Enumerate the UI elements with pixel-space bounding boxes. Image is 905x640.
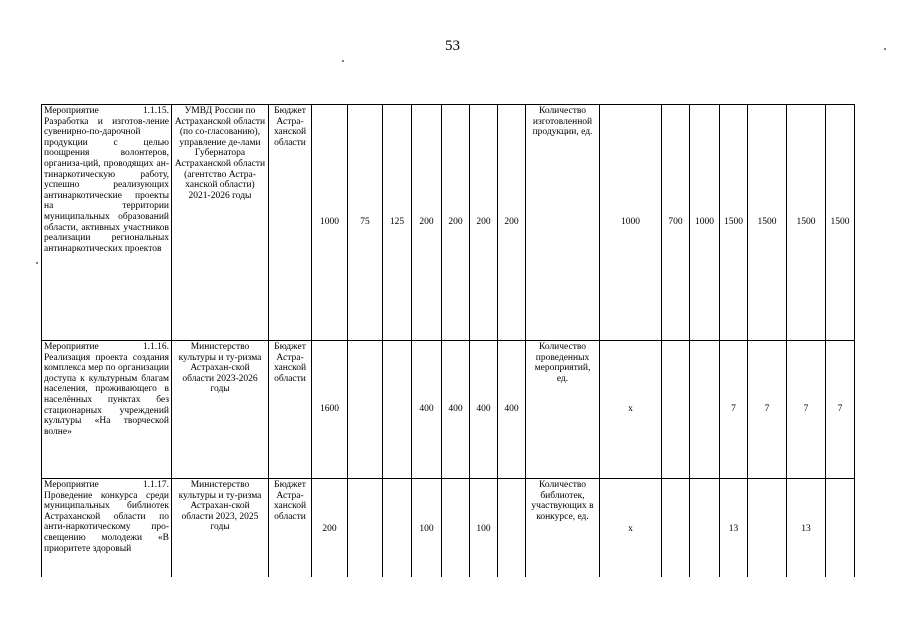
scan-speck (884, 48, 886, 50)
year-value-cell: 200 (498, 105, 526, 341)
year-value-cell: 400 (442, 341, 470, 479)
total-funding-cell: 1000 (312, 105, 348, 341)
base-value-cell: х (600, 479, 662, 619)
year-value-cell: 125 (383, 105, 412, 341)
funding-source-cell: Бюджет Астра-ханской области (269, 105, 312, 341)
target-value-cell: 13 (787, 479, 826, 619)
target-value-cell: 1500 (826, 105, 855, 341)
year-value-cell: 200 (412, 105, 442, 341)
scan-speck (342, 60, 344, 62)
funding-source-cell: Бюджет Астра-ханской области (269, 341, 312, 479)
target-value-cell: 700 (662, 105, 690, 341)
total-funding-cell: 200 (312, 479, 348, 619)
program-table (41, 104, 855, 619)
target-value-cell: 1500 (748, 105, 787, 341)
target-value-cell: 1000 (690, 105, 720, 341)
target-value-cell: 1500 (720, 105, 748, 341)
executor-cell: Министерство культуры и ту-ризма Астрахан-ской области 2023-2026 годы (172, 341, 269, 479)
year-value-cell: 400 (412, 341, 442, 479)
measure-description: Мероприятие 1.1.15. Разработка и изготов-ление сувенирно-по-дарочной продукции с целью поощрения волонтеров, организа-ций, проводящих ан-тинаркотическую работу, успешно реализующих антинаркотические проекты на территории муниципальных образований области, активных участников реализации региональных антинаркотических проектов (42, 105, 172, 341)
scan-speck (36, 262, 38, 264)
base-value-cell: х (600, 341, 662, 479)
table-row (42, 105, 855, 341)
target-value-cell: 1500 (787, 105, 826, 341)
measure-description: Мероприятие 1.1.17. Проведение конкурса среди муниципальных библиотек Астраханской области по анти-наркотическому про-свещению молодежи «В приоритете здоровый (42, 479, 172, 619)
page-bottom-margin (0, 577, 905, 640)
target-value-cell: 7 (787, 341, 826, 479)
indicator-cell: Количество библиотек, участвующих в конкурсе, ед. (526, 479, 600, 619)
target-value-cell: 7 (748, 341, 787, 479)
table-row (42, 341, 855, 479)
year-value-cell: 400 (470, 341, 498, 479)
year-value-cell: 400 (498, 341, 526, 479)
executor-cell: Министерство культуры и ту-ризма Астрахан-ской области 2023, 2025 годы (172, 479, 269, 619)
year-value-cell: 200 (442, 105, 470, 341)
indicator-cell: Количество изготовленной продукции, ед. (526, 105, 600, 341)
total-funding-cell: 1600 (312, 341, 348, 479)
target-value-cell: 7 (826, 341, 855, 479)
page-number: 53 (445, 38, 460, 54)
year-value-cell (348, 341, 383, 479)
executor-cell: УМВД России по Астраханской области (по со-гласованию), управление де-лами Губернатора Астраханской области (агентство Астра-ханской области) 2021-2026 годы (172, 105, 269, 341)
indicator-cell: Количество проведенных мероприятий, ед. (526, 341, 600, 479)
year-value-cell: 100 (470, 479, 498, 619)
year-value-cell: 75 (348, 105, 383, 341)
target-value-cell (662, 341, 690, 479)
base-value-cell: 1000 (600, 105, 662, 341)
year-value-cell: 100 (412, 479, 442, 619)
measure-description: Мероприятие 1.1.16. Реализация проекта создания комплекса мер по организации доступа к культурным благам населения, проживающего в населённых пунктах без стационарных учреждений культуры «На творческой волне» (42, 341, 172, 479)
year-value-cell (383, 341, 412, 479)
target-value-cell: 13 (720, 479, 748, 619)
funding-source-cell: Бюджет Астра-ханской области (269, 479, 312, 619)
target-value-cell (690, 341, 720, 479)
year-value-cell: 200 (470, 105, 498, 341)
target-value-cell: 7 (720, 341, 748, 479)
